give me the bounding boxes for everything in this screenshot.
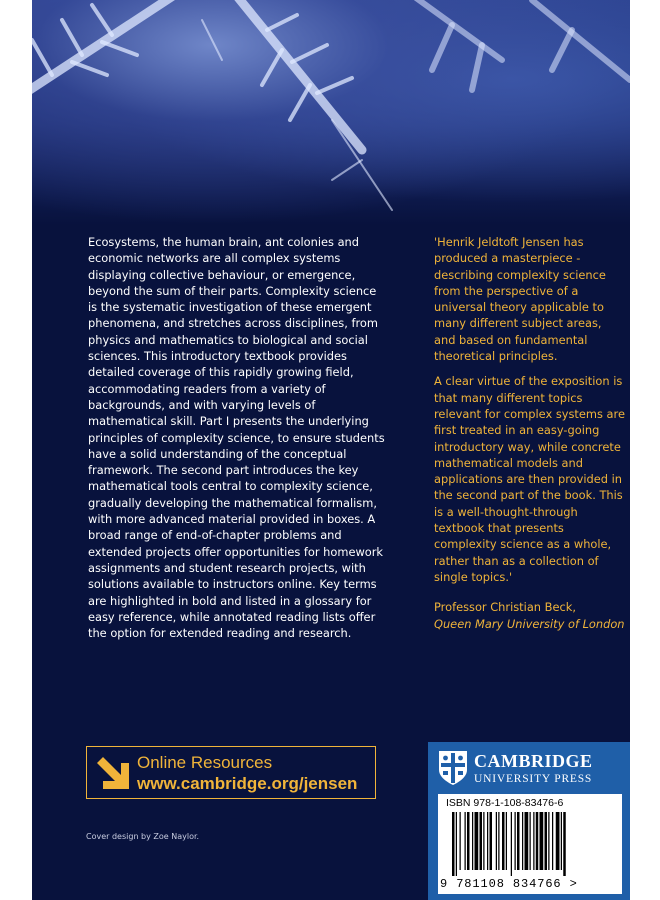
snowflake-photo <box>32 0 630 225</box>
online-resources-box[interactable] <box>86 746 376 799</box>
barcode-bar <box>561 812 562 870</box>
online-resources-label: Online Resources <box>137 753 273 772</box>
barcode-bar <box>563 812 566 876</box>
reviewer-institution: Queen Mary University of London <box>434 616 625 631</box>
barcode-bar <box>506 812 507 870</box>
barcode <box>452 812 608 876</box>
review-quote-1: 'Henrik Jeldtoft Jensen has produced a masterpiece - describing complexity science from the perspective of a universal theory applicable to many different subject areas, and based on fundamental theoretical principles. <box>434 235 606 364</box>
publisher-name: CAMBRIDGE <box>474 751 593 771</box>
barcode-digits: 9 781108 834766 > <box>440 877 578 891</box>
barcode-panel <box>438 794 622 894</box>
barcode-bar <box>483 812 484 870</box>
review-block <box>434 234 626 632</box>
barcode-bar <box>467 812 470 870</box>
barcode-bar <box>540 812 544 870</box>
cambridge-shield-icon <box>438 750 468 786</box>
snowflake-crystals <box>32 0 630 225</box>
barcode-bar <box>517 812 520 870</box>
barcode-bar <box>515 812 516 870</box>
barcode-bar <box>472 812 473 870</box>
online-resources-url[interactable]: www.cambridge.org/jensen <box>137 774 358 793</box>
barcode-bar <box>460 812 461 870</box>
barcode-bar <box>511 812 512 876</box>
barcode-bar <box>536 812 539 870</box>
barcode-bar <box>548 812 549 870</box>
barcode-bar <box>475 812 479 870</box>
barcode-bar <box>552 812 553 870</box>
barcode-bar <box>496 812 497 870</box>
barcode-bar <box>498 812 499 870</box>
barcode-bar <box>456 812 457 876</box>
publisher-panel <box>428 742 630 900</box>
reviewer-name: Professor Christian Beck, <box>434 600 576 615</box>
arrow-down-right-icon <box>95 755 131 791</box>
barcode-bar <box>480 812 483 870</box>
isbn-text: ISBN 978-1-108-83476-6 <box>446 797 564 809</box>
book-description: Ecosystems, the human brain, ant colonies and economic networks are all complex systems displaying collective behaviour, or emergence, beyond the sum of their parts. Complexity science is the systematic investigation of these emergent phenomena, and stretches across disciplines, from physics and mathematics to biological and social sciences. This introductory textbook provides detailed coverage of this rapidly growing field, accommodating readers from a variety of backgrounds, and with varying levels of mathematical skill. Part I presents the underlying principles of complexity science, to ensure students have a solid understanding of the conceptual framework. The second part introduces the key mathematical tools central to complexity science, gradually developing the mathematical formalism, with more advanced material provided in boxes. A broad range of end-of-chapter problems and extended projects offer opportunities for homework assignments and student research projects, with solutions available to instructors online. Key terms are highlighted in bold and listed in a glossary for easy reference, while annotated reading lists offer the option for extended reading and research. <box>88 235 385 641</box>
barcode-bar <box>533 812 534 870</box>
barcode-bar <box>490 812 493 870</box>
barcode-bar <box>556 812 560 870</box>
review-quote-2: A clear virtue of the exposition is that many different topics relevant for complex systems are first treated in an easy-going introductory way, while concrete mathematical models and applications are then provided in the second part of the book. This is a well-thought-through textbook that presents complexity science as a whole, rather than as a collection of single topics.' <box>434 374 625 584</box>
barcode-bar <box>487 812 488 870</box>
cover-credit: Cover design by Zoe Naylor. <box>86 832 200 841</box>
barcode-bar <box>452 812 455 876</box>
barcode-bar <box>525 812 529 870</box>
barcode-bar <box>465 812 466 870</box>
barcode-bar <box>522 812 523 870</box>
barcode-bar <box>545 812 548 870</box>
barcode-bar <box>502 812 505 870</box>
publisher-subtitle: UNIVERSITY PRESS <box>474 773 593 785</box>
barcode-bar <box>530 812 531 870</box>
